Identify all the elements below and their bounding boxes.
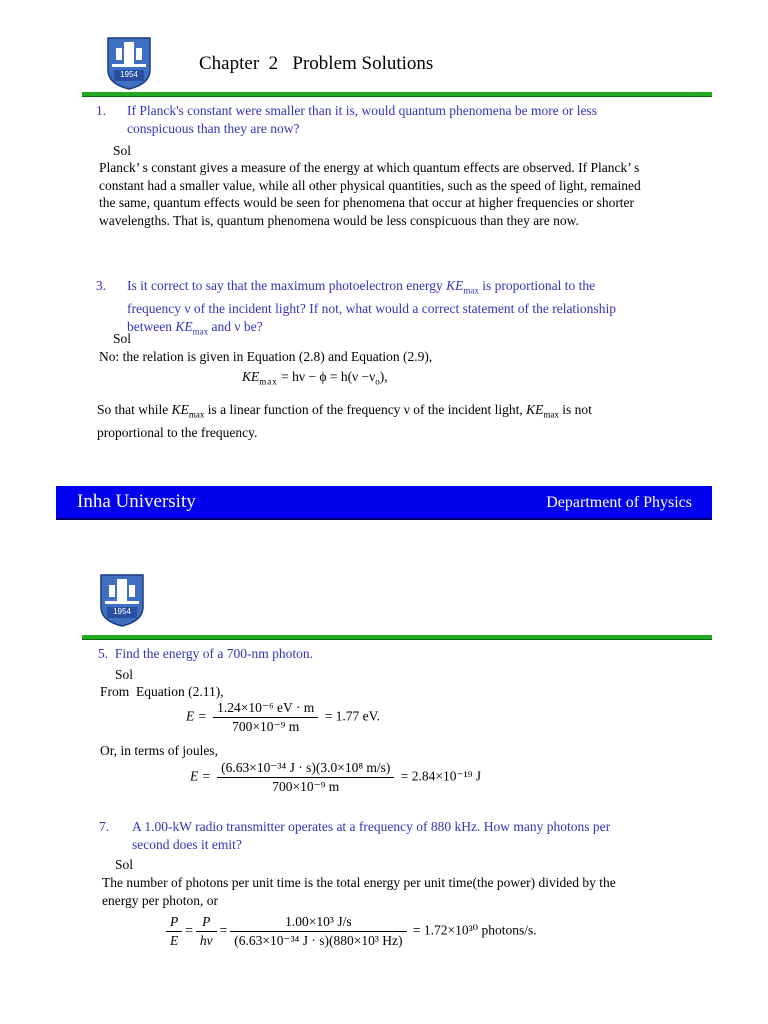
- answer-5-line1: From Equation (2.11),: [100, 684, 224, 699]
- question-3-line: frequency ν of the incident light? If not, what would a correct statement of the relationship: [127, 301, 616, 317]
- equation-energy-ev: E = $\frac{\text{1.24×10⁻⁶ eV · m}}{\text{700×10⁻⁹ m}}$ = 1.77 eV.: [186, 700, 381, 734]
- fraction: $\frac{\text{1.24×10⁻⁶ eV · m}}{\text{700×10⁻⁹ m}}$: [213, 700, 318, 735]
- answer-5-line2: Or, in terms of joules,: [100, 743, 218, 758]
- equation-energy-joules: E = $\frac{\text{(6.63×10⁻³⁴ J · s)(3.0×10⁸ m/s)}}{\text{700×10⁻⁹ m}}$ = 2.84×10⁻¹⁹ J: [190, 760, 482, 794]
- question-7-line: second does it emit?: [132, 836, 242, 852]
- answer-line: energy per photon, or: [102, 892, 218, 908]
- answer-7-text: [102, 874, 742, 909]
- question-7-number: 7.: [99, 819, 110, 834]
- question-5-text: 5. Find the energy of a 700-nm photon.: [98, 646, 313, 661]
- answer-3-line1: No: the relation is given in Equation (2.8) and Equation (2.9),: [99, 349, 433, 364]
- question-1-line: If Planck's constant were smaller than it is, would quantum phenomena be more or less: [127, 103, 597, 118]
- answer-line: The number of photons per unit time is the total energy per unit time(the power) divided by the: [102, 875, 616, 890]
- fraction: $\frac{\text{(6.63×10⁻³⁴ J · s)(3.0×10⁸ m/s)}}{\text{700×10⁻⁹ m}}$: [217, 760, 394, 795]
- question-3-text: [127, 277, 727, 341]
- sol-label: Sol: [115, 667, 134, 682]
- question-3-line: between $KE_{max}$ and ν be?: [127, 318, 263, 337]
- equation-photon-rate: $\frac{P}{E}$ = $\frac{P}{h\nu}$ = $\frac{\text{1.00×10³ J/s}}{\text{(6.63×10⁻³⁴ J · s)(880×10³ Hz)}}$ = 1.72×10³⁰ photons/s.: [163, 914, 537, 949]
- fraction: $\frac{P}{E}$: [166, 914, 182, 949]
- question-3-line: Is it correct to say that the maximum photoelectron energy $KE_{max}$ is proportional to the: [127, 278, 596, 296]
- question-1-number: 1.: [96, 103, 107, 118]
- answer-line: Planck’ s constant gives a measure of the energy at which quantum effects are observed. If Planck’ s: [99, 160, 640, 175]
- answer-1: [99, 159, 739, 229]
- header-rule: [82, 635, 712, 640]
- fraction: $\frac{P}{h\nu}$: [196, 914, 217, 949]
- answer-3-text: [97, 401, 737, 442]
- question-7-line: A 1.00-kW radio transmitter operates at a frequency of 880 kHz. How many photons per: [132, 819, 611, 834]
- logo-year: 1954: [120, 70, 138, 79]
- university-logo: [99, 571, 145, 632]
- footer-department: Department of Physics: [546, 494, 692, 511]
- answer-line: constant had a smaller value, while all other physical quantities, such as the speed of light, remained: [99, 177, 641, 193]
- chapter-title: Chapter 2 Problem Solutions: [199, 53, 434, 74]
- question-7-text: [132, 818, 732, 853]
- university-seal-icon: [99, 571, 145, 627]
- sol-label: Sol: [113, 331, 132, 346]
- footer-university: Inha University: [77, 491, 196, 512]
- answer-line: the same, quantum effects would be seen for phenomena that occur at higher frequencies or shorter: [99, 195, 635, 210]
- question-3-number: 3.: [96, 278, 107, 293]
- question-1-text: [127, 102, 727, 137]
- answer-line: wavelengths. That is, quantum phenomena would be less conspicuous than they are now.: [99, 212, 579, 228]
- equation-photoelectric: $KE_{max} = h\nu - \phi = h(\nu -\nu_o)$,: [242, 369, 388, 387]
- answer-line: proportional to the frequency.: [97, 425, 258, 441]
- footer-bar: [56, 486, 712, 520]
- university-logo: [106, 34, 152, 95]
- logo-year: 1954: [113, 607, 131, 616]
- university-seal-icon: [106, 34, 152, 90]
- header-rule: [82, 92, 712, 97]
- question-1-line: conspicuous than they are now?: [127, 120, 300, 136]
- fraction: $\frac{\text{1.00×10³ J/s}}{\text{(6.63×10⁻³⁴ J · s)(880×10³ Hz)}}$: [230, 914, 406, 949]
- sol-label: Sol: [113, 143, 132, 158]
- sol-label: Sol: [115, 857, 134, 872]
- answer-line: So that while $KE_{max}$ is a linear function of the frequency ν of the incident light, $KE_{max}$ is not: [97, 402, 592, 420]
